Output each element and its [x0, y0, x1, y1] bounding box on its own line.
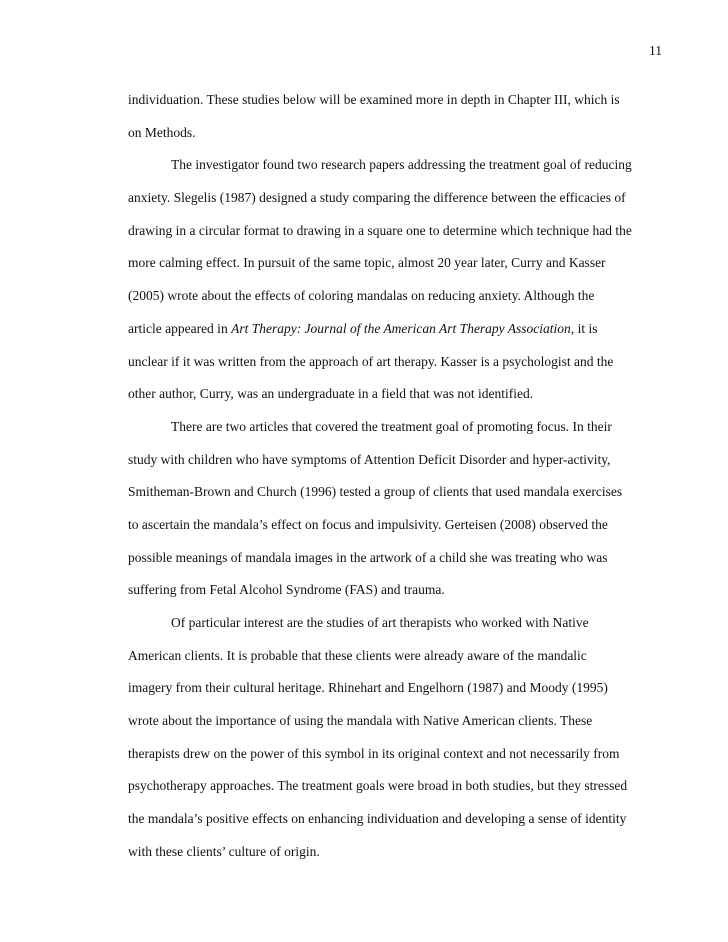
text-line: on Methods. [128, 124, 196, 140]
paragraph [128, 84, 668, 149]
text-line: unclear if it was written from the approach of art therapy. Kasser is a psychologist and the [128, 353, 614, 369]
text-line: to ascertain the mandala’s effect on focus and impulsivity. Gerteisen (2008) observed the [128, 516, 608, 532]
text-line [128, 313, 668, 346]
paragraph [128, 149, 668, 411]
text-line: imagery from their cultural heritage. Rhinehart and Engelhorn (1987) and Moody (1995) [128, 680, 608, 696]
text-line: Smitheman-Brown and Church (1996) tested a group of clients that used mandala exercises [128, 484, 623, 500]
text-line: There are two articles that covered the treatment goal of promoting focus. In their [171, 418, 612, 434]
text-line: American clients. It is probable that these clients were already aware of the mandalic [128, 647, 587, 663]
text-segment: , it is [570, 320, 598, 336]
paragraph [128, 411, 668, 607]
text-line: study with children who have symptoms of Attention Deficit Disorder and hyper-activity, [128, 451, 611, 467]
text-line: the mandala’s positive effects on enhancing individuation and developing a sense of identity [128, 811, 627, 827]
text-line: possible meanings of mandala images in the artwork of a child she was treating who was [128, 549, 608, 565]
paragraph [128, 607, 668, 869]
text-segment: article appeared in [128, 320, 232, 336]
journal-title: Art Therapy: Journal of the American Art Therapy Association [231, 320, 571, 336]
text-line: with these clients’ culture of origin. [128, 843, 320, 859]
text-line: (2005) wrote about the effects of coloring mandalas on reducing anxiety. Although the [128, 288, 595, 304]
text-line: other author, Curry, was an undergraduate in a field that was not identified. [128, 386, 534, 402]
text-line: anxiety. Slegelis (1987) designed a study comparing the difference between the efficacies of [128, 190, 626, 206]
text-line: wrote about the importance of using the mandala with Native American clients. These [128, 713, 593, 729]
body-text [128, 84, 668, 869]
text-line: psychotherapy approaches. The treatment goals were broad in both studies, but they stressed [128, 778, 628, 794]
text-line: suffering from Fetal Alcohol Syndrome (FAS) and trauma. [128, 582, 445, 598]
page-number: 11 [649, 43, 662, 58]
text-line: drawing in a circular format to drawing in a square one to determine which technique had the [128, 222, 632, 238]
text-line: Of particular interest are the studies of art therapists who worked with Native [171, 615, 589, 630]
text-line: The investigator found two research papers addressing the treatment goal of reducing [171, 157, 632, 173]
text-line: individuation. These studies below will be examined more in depth in Chapter III, which is [128, 92, 620, 107]
text-line: therapists drew on the power of this symbol in its original context and not necessarily from [128, 745, 620, 761]
text-line: more calming effect. In pursuit of the same topic, almost 20 year later, Curry and Kasser [128, 255, 606, 271]
